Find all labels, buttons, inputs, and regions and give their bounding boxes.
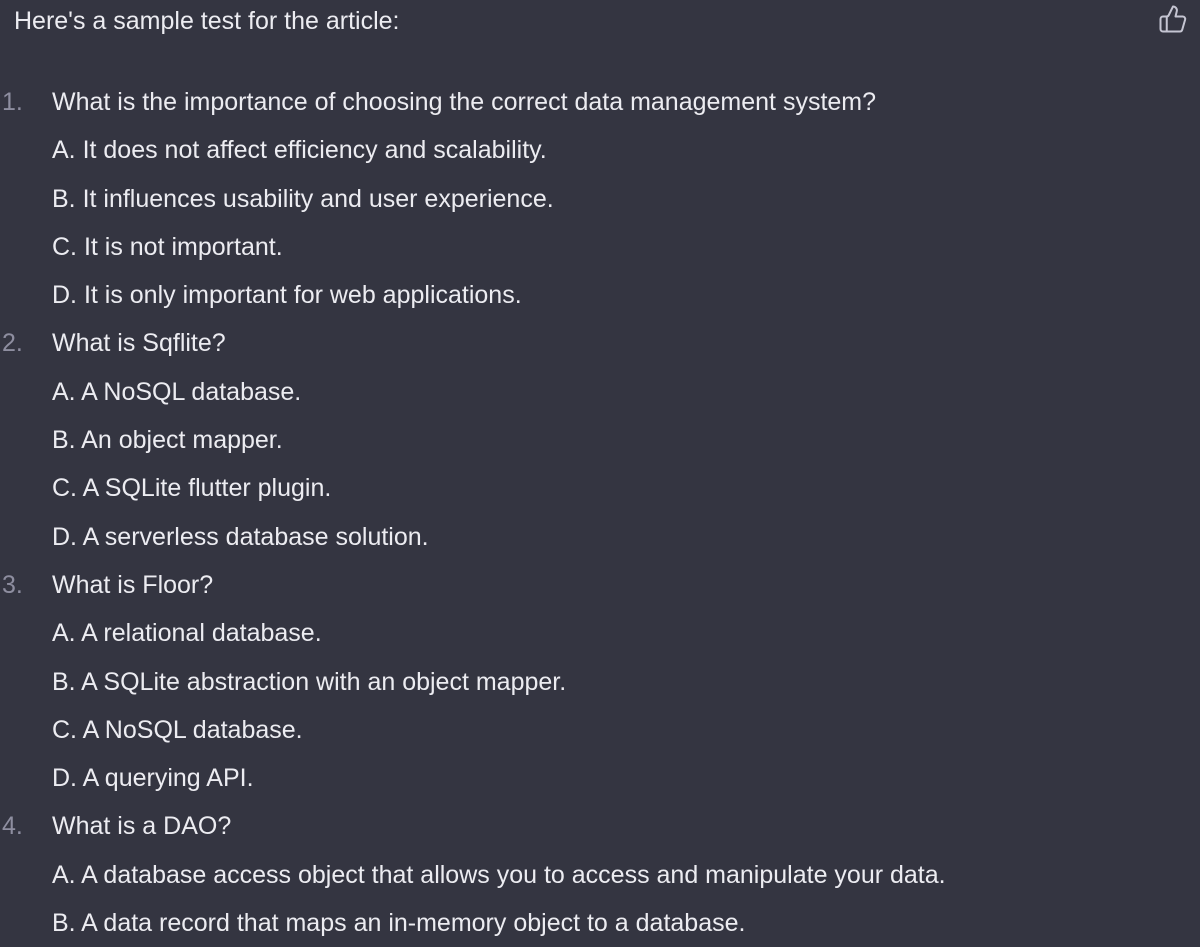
answer-option: C. A SQLite flutter plugin. bbox=[52, 474, 332, 503]
answer-option: A. A NoSQL database. bbox=[52, 377, 302, 406]
question-number: 1. bbox=[2, 88, 23, 116]
question-row bbox=[0, 561, 1200, 609]
question-text: What is Sqflite? bbox=[52, 329, 226, 358]
intro-text: Here's a sample test for the article: bbox=[14, 7, 400, 35]
answer-option: C. A NoSQL database. bbox=[52, 715, 303, 744]
answer-option: D. A serverless database solution. bbox=[52, 522, 429, 551]
question-item bbox=[0, 319, 1200, 560]
thumbs-up-icon bbox=[1158, 4, 1188, 34]
question-number: 3. bbox=[2, 570, 23, 599]
answer-option: B. It influences usability and user experience. bbox=[52, 184, 554, 213]
answer-option: A. It does not affect efficiency and scalability. bbox=[52, 136, 547, 165]
question-item bbox=[0, 802, 1200, 947]
answer-option: B. A SQLite abstraction with an object mapper. bbox=[52, 667, 567, 696]
question-item bbox=[0, 78, 1200, 319]
answer-option: B. An object mapper. bbox=[52, 426, 283, 455]
answer-option: A. A database access object that allows you to access and manipulate your data. bbox=[52, 860, 946, 889]
answer-option: D. A querying API. bbox=[52, 764, 254, 793]
question-row bbox=[0, 802, 1200, 850]
answer-option: C. It is not important. bbox=[52, 232, 283, 261]
answer-option: D. It is only important for web applications. bbox=[52, 281, 522, 310]
question-list bbox=[0, 78, 1200, 947]
question-text: What is the importance of choosing the correct data management system? bbox=[52, 88, 877, 116]
question-row bbox=[0, 319, 1200, 367]
question-number: 2. bbox=[2, 329, 23, 358]
question-text: What is Floor? bbox=[52, 570, 214, 599]
question-text: What is a DAO? bbox=[52, 812, 232, 841]
answer-option: A. A relational database. bbox=[52, 619, 322, 648]
question-item bbox=[0, 561, 1200, 802]
answer-option: B. A data record that maps an in-memory object to a database. bbox=[52, 909, 746, 938]
thumbs-up-button[interactable] bbox=[1158, 4, 1188, 34]
question-row bbox=[0, 78, 1200, 126]
question-number: 4. bbox=[2, 812, 23, 841]
